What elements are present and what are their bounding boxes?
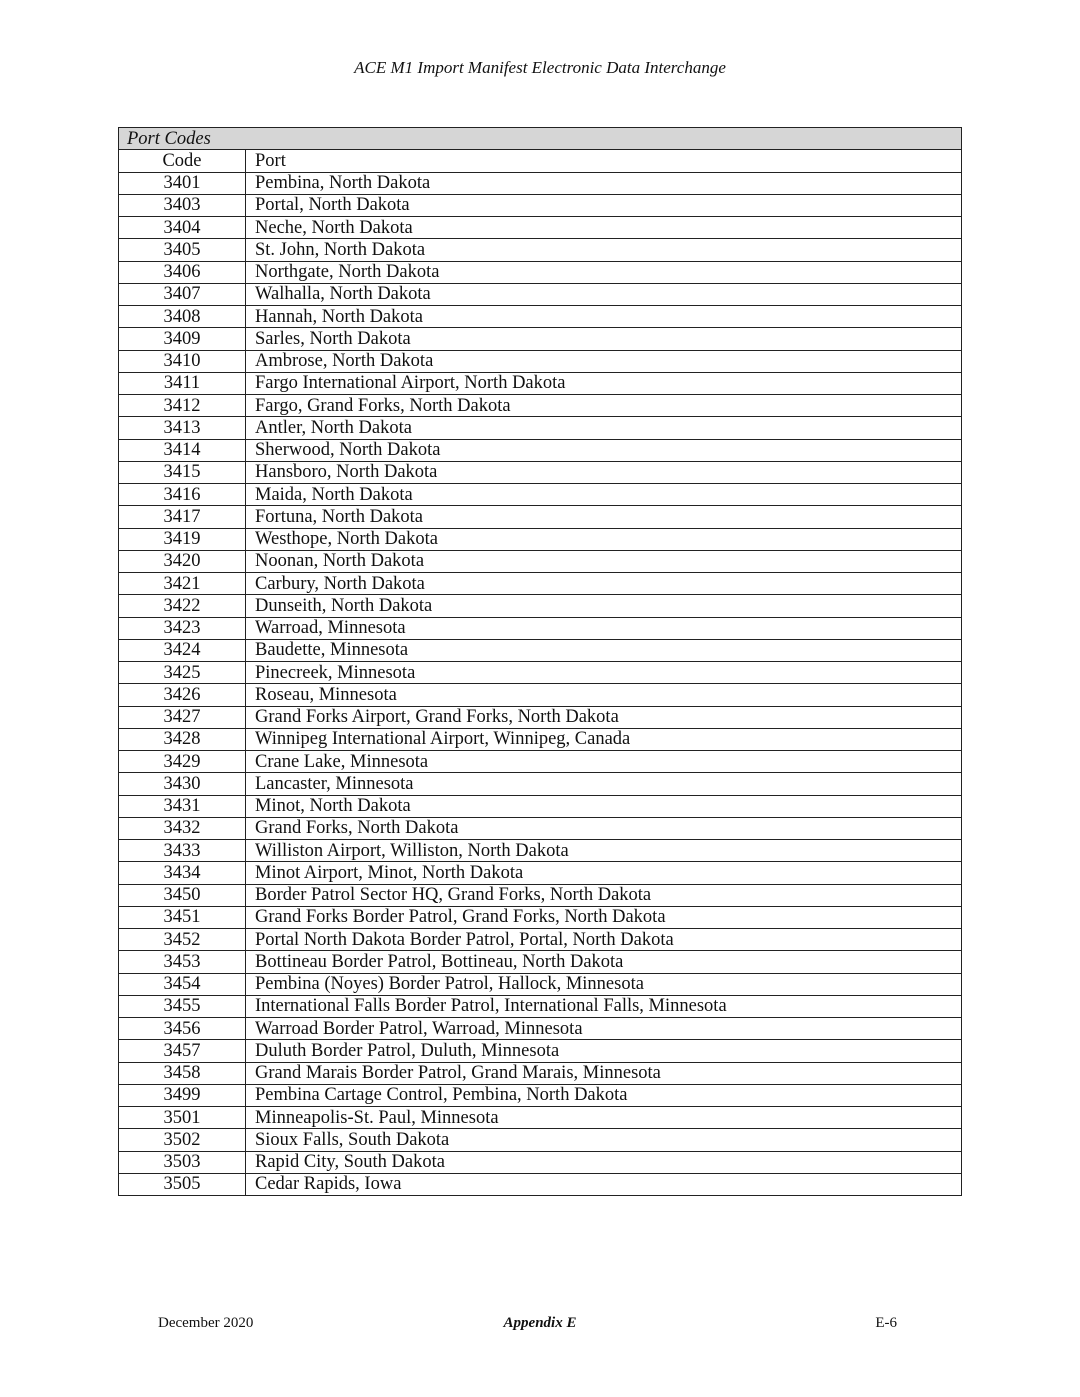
port-code-cell: 3454 [119,973,246,995]
port-code-cell: 3406 [119,261,246,283]
table-row [119,550,962,572]
table-row [119,751,962,773]
table-row [119,995,962,1017]
port-name-cell: Roseau, Minnesota [246,684,962,706]
port-code-cell: 3455 [119,995,246,1017]
port-name-cell: Warroad Border Patrol, Warroad, Minnesota [246,1018,962,1040]
port-code-cell: 3417 [119,506,246,528]
table-row [119,706,962,728]
port-code-cell: 3415 [119,461,246,483]
table-row [119,1173,962,1195]
port-code-cell: 3411 [119,372,246,394]
port-name-cell: Grand Forks Airport, Grand Forks, North Dakota [246,706,962,728]
port-code-cell: 3422 [119,595,246,617]
table-row [119,795,962,817]
port-name-cell: Minneapolis-St. Paul, Minnesota [246,1107,962,1129]
port-name-cell: Dunseith, North Dakota [246,595,962,617]
table-row [119,395,962,417]
port-code-cell: 3451 [119,906,246,928]
port-name-cell: Northgate, North Dakota [246,261,962,283]
port-name-cell: Warroad, Minnesota [246,617,962,639]
port-name-cell: Antler, North Dakota [246,417,962,439]
port-name-cell: Fargo, Grand Forks, North Dakota [246,395,962,417]
table-row [119,684,962,706]
port-code-cell: 3404 [119,217,246,239]
port-code-cell: 3410 [119,350,246,372]
port-name-cell: Hansboro, North Dakota [246,461,962,483]
port-code-cell: 3502 [119,1129,246,1151]
table-row [119,595,962,617]
table-row [119,1062,962,1084]
port-name-cell: Hannah, North Dakota [246,306,962,328]
port-name-cell: Carbury, North Dakota [246,573,962,595]
column-header-port: Port [246,150,962,172]
page-header-title: ACE M1 Import Manifest Electronic Data Interchange [354,58,726,77]
table-row [119,906,962,928]
port-name-cell: Williston Airport, Williston, North Dakota [246,840,962,862]
port-name-cell: Portal North Dakota Border Patrol, Portal, North Dakota [246,929,962,951]
port-code-cell: 3458 [119,1062,246,1084]
table-row [119,573,962,595]
port-name-cell: Minot, North Dakota [246,795,962,817]
table-row [119,662,962,684]
port-code-cell: 3501 [119,1107,246,1129]
port-code-cell: 3419 [119,528,246,550]
table-row [119,1107,962,1129]
port-code-cell: 3407 [119,283,246,305]
port-code-cell: 3409 [119,328,246,350]
port-code-cell: 3421 [119,573,246,595]
port-name-cell: Border Patrol Sector HQ, Grand Forks, North Dakota [246,884,962,906]
port-code-cell: 3505 [119,1173,246,1195]
table-row [119,439,962,461]
table-row [119,1084,962,1106]
port-code-cell: 3429 [119,751,246,773]
port-code-cell: 3405 [119,239,246,261]
port-name-cell: Lancaster, Minnesota [246,773,962,795]
port-name-cell: Grand Forks Border Patrol, Grand Forks, North Dakota [246,906,962,928]
table-row [119,306,962,328]
table-row [119,884,962,906]
port-name-cell: Fortuna, North Dakota [246,506,962,528]
port-code-cell: 3453 [119,951,246,973]
port-name-cell: Minot Airport, Minot, North Dakota [246,862,962,884]
port-name-cell: Baudette, Minnesota [246,639,962,661]
port-name-cell: Grand Forks, North Dakota [246,817,962,839]
column-header-code: Code [119,150,246,172]
port-code-cell: 3450 [119,884,246,906]
port-codes-table [118,127,962,1196]
port-name-cell: Pembina (Noyes) Border Patrol, Hallock, Minnesota [246,973,962,995]
port-name-cell: Sarles, North Dakota [246,328,962,350]
table-caption-row [119,128,962,150]
port-code-cell: 3430 [119,773,246,795]
table-caption: Port Codes [119,128,962,150]
table-row [119,1040,962,1062]
table-row [119,951,962,973]
port-code-cell: 3420 [119,550,246,572]
table-row [119,506,962,528]
port-code-cell: 3457 [119,1040,246,1062]
table-row [119,239,962,261]
port-name-cell: Portal, North Dakota [246,194,962,216]
port-name-cell: International Falls Border Patrol, International Falls, Minnesota [246,995,962,1017]
port-name-cell: Duluth Border Patrol, Duluth, Minnesota [246,1040,962,1062]
table-row [119,528,962,550]
table-row [119,217,962,239]
port-name-cell: Noonan, North Dakota [246,550,962,572]
table-row [119,773,962,795]
footer-date: December 2020 [158,1315,254,1331]
port-code-cell: 3452 [119,929,246,951]
table-row [119,372,962,394]
table-row [119,172,962,194]
table-row [119,283,962,305]
port-name-cell: Pembina, North Dakota [246,172,962,194]
port-code-cell: 3408 [119,306,246,328]
column-header-row [119,150,962,172]
port-name-cell: Sioux Falls, South Dakota [246,1129,962,1151]
port-code-cell: 3413 [119,417,246,439]
port-name-cell: Fargo International Airport, North Dakota [246,372,962,394]
port-code-cell: 3425 [119,662,246,684]
table-row [119,261,962,283]
table-row [119,728,962,750]
port-code-cell: 3412 [119,395,246,417]
table-row [119,461,962,483]
port-name-cell: Crane Lake, Minnesota [246,751,962,773]
table-row [119,639,962,661]
port-code-cell: 3426 [119,684,246,706]
port-code-cell: 3414 [119,439,246,461]
port-name-cell: Westhope, North Dakota [246,528,962,550]
footer-page-number: E-6 [875,1315,897,1331]
table-row [119,1151,962,1173]
port-code-cell: 3424 [119,639,246,661]
port-name-cell: Walhalla, North Dakota [246,283,962,305]
table-row [119,417,962,439]
table-row [119,817,962,839]
table-row [119,929,962,951]
port-name-cell: Maida, North Dakota [246,484,962,506]
port-name-cell: Rapid City, South Dakota [246,1151,962,1173]
port-name-cell: Grand Marais Border Patrol, Grand Marais, Minnesota [246,1062,962,1084]
port-code-cell: 3434 [119,862,246,884]
port-name-cell: Sherwood, North Dakota [246,439,962,461]
port-code-cell: 3432 [119,817,246,839]
table-row [119,862,962,884]
port-code-cell: 3423 [119,617,246,639]
port-name-cell: Pembina Cartage Control, Pembina, North Dakota [246,1084,962,1106]
port-code-cell: 3416 [119,484,246,506]
table-row [119,484,962,506]
port-code-cell: 3427 [119,706,246,728]
table-row [119,350,962,372]
table-row [119,328,962,350]
table-row [119,1018,962,1040]
port-name-cell: Bottineau Border Patrol, Bottineau, North Dakota [246,951,962,973]
footer-section: Appendix E [503,1315,577,1331]
port-name-cell: Pinecreek, Minnesota [246,662,962,684]
port-name-cell: Cedar Rapids, Iowa [246,1173,962,1195]
port-name-cell: Neche, North Dakota [246,217,962,239]
table-row [119,1129,962,1151]
port-name-cell: St. John, North Dakota [246,239,962,261]
table-row [119,617,962,639]
port-code-cell: 3431 [119,795,246,817]
port-code-cell: 3499 [119,1084,246,1106]
table-row [119,194,962,216]
port-code-cell: 3456 [119,1018,246,1040]
port-name-cell: Ambrose, North Dakota [246,350,962,372]
port-code-cell: 3401 [119,172,246,194]
table-row [119,840,962,862]
port-code-cell: 3433 [119,840,246,862]
table-body [119,172,962,1196]
port-code-cell: 3428 [119,728,246,750]
port-code-cell: 3503 [119,1151,246,1173]
port-code-cell: 3403 [119,194,246,216]
table-row [119,973,962,995]
port-name-cell: Winnipeg International Airport, Winnipeg, Canada [246,728,962,750]
